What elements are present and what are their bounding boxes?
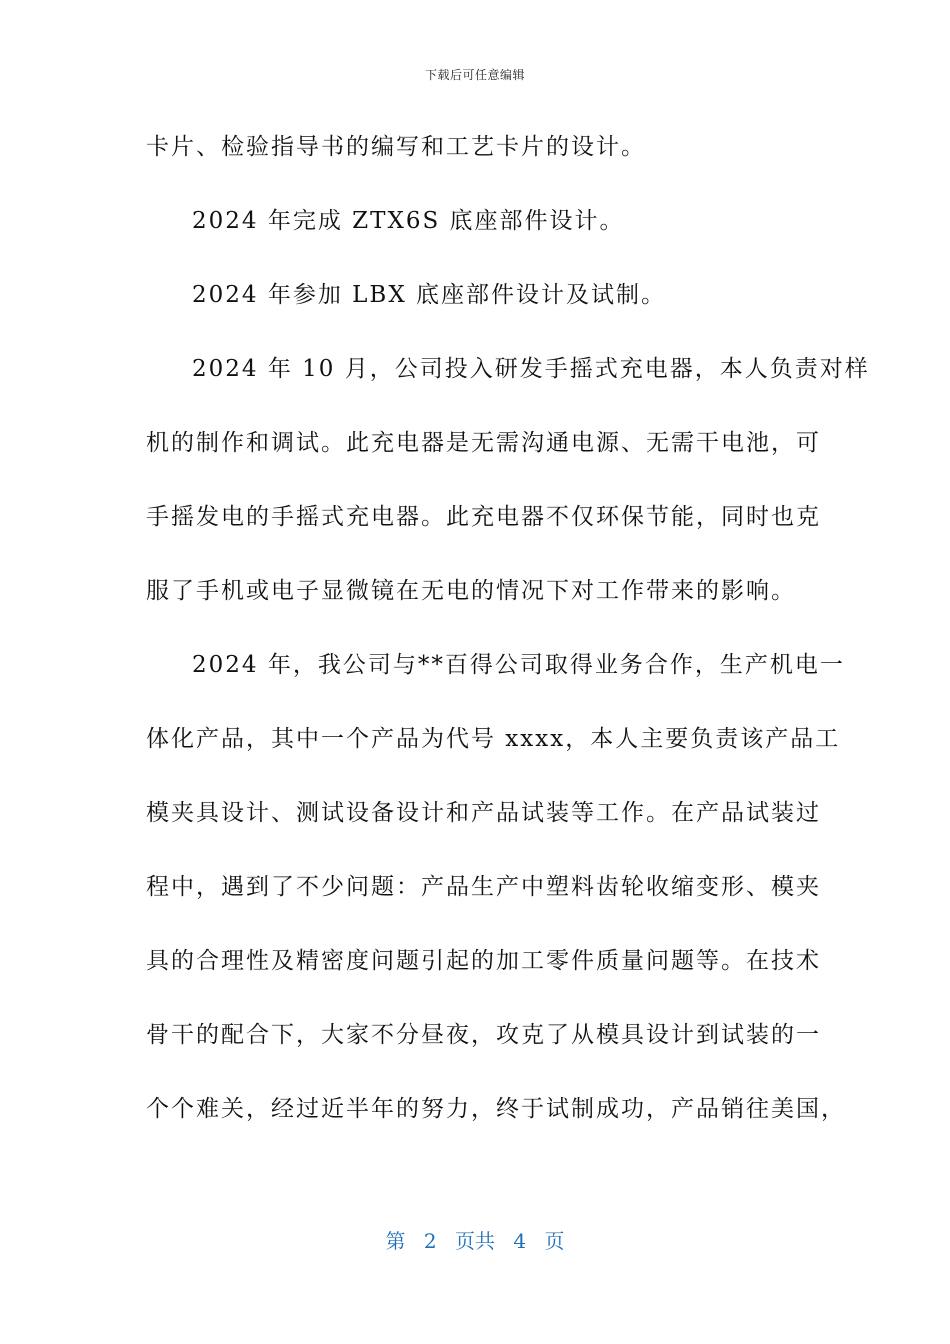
footer-prefix: 第: [385, 1229, 406, 1253]
body-line: 个个难关，经过近半年的努力，终于试制成功，产品销往美国，: [146, 1096, 846, 1122]
body-line: 模夹具设计、测试设备设计和产品试装等工作。在产品试装过: [146, 800, 821, 826]
page-footer: [0, 1225, 950, 1254]
body-line: 卡片、检验指导书的编写和工艺卡片的设计。: [146, 134, 646, 160]
body-line: 程中，遇到了不少问题：产品生产中塑料齿轮收缩变形、模夹: [146, 874, 821, 900]
footer-suffix: 页: [544, 1229, 565, 1253]
body-line: 具的合理性及精密度问题引起的加工零件质量问题等。在技术: [146, 948, 821, 974]
body-line: 2024 年参加 LBX 底座部件设计及试制。: [192, 282, 667, 308]
body-line: 骨干的配合下，大家不分昼夜，攻克了从模具设计到试装的一: [146, 1022, 821, 1048]
body-line: 机的制作和调试。此充电器是无需沟通电源、无需干电池，可: [146, 430, 821, 456]
body-line: 2024 年完成 ZTX6S 底座部件设计。: [192, 208, 625, 234]
body-line: 2024 年 10 月，公司投入研发手摇式充电器，本人负责对样: [192, 356, 870, 382]
body-line: 体化产品，其中一个产品为代号 xxxx，本人主要负责该产品工: [146, 726, 841, 752]
footer-middle: 页共: [455, 1229, 495, 1253]
footer-page-number: 2: [423, 1229, 437, 1253]
page-header: 下载后可任意编辑: [424, 68, 525, 82]
footer-total-pages: 4: [513, 1229, 527, 1253]
document-body: [146, 124, 870, 1160]
body-line: 2024 年，我公司与**百得公司取得业务合作，生产机电一: [192, 652, 845, 678]
body-line: 手摇发电的手摇式充电器。此充电器不仅环保节能，同时也克: [146, 504, 821, 530]
body-line: 服了手机或电子显微镜在无电的情况下对工作带来的影响。: [146, 578, 796, 604]
